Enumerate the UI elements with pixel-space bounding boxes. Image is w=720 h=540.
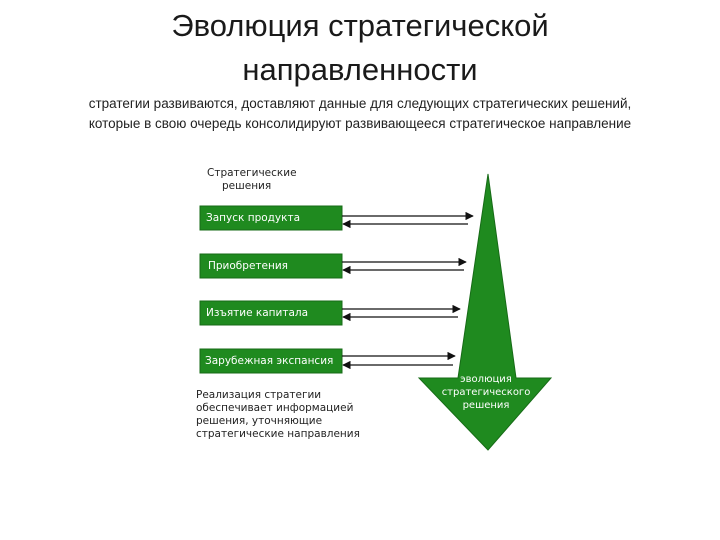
note-line-1: Реализация стратегии — [196, 389, 322, 401]
title-line-2: направленности — [242, 52, 478, 87]
decision-box-label: Зарубежная экспансия — [205, 355, 334, 367]
subtitle-line-2: которые в свою очередь консолидируют развивающееся стратегическое направление — [88, 116, 632, 131]
subtitle-line-1: стратегии развиваются, доставляют данные для следующих стратегических решений, — [88, 96, 632, 111]
arrow-label-line-3: решения — [462, 400, 510, 411]
header-line-2: решения — [222, 180, 272, 192]
note-line-2: обеспечивает информацией — [196, 402, 354, 414]
note-line-4: стратегические направления — [196, 428, 360, 440]
decision-box-label: Изъятие капитала — [206, 307, 309, 319]
decision-box-label: Запуск продукта — [206, 212, 301, 224]
note-line-3: решения, уточняющие — [196, 415, 323, 427]
header-line-1: Стратегические — [207, 167, 297, 179]
arrow-label-line-2: стратегического — [441, 387, 531, 398]
title-line-1: Эволюция стратегической — [171, 8, 549, 43]
decision-box-label: Приобретения — [208, 260, 288, 272]
arrow-label-line-1: эволюция — [460, 374, 512, 385]
